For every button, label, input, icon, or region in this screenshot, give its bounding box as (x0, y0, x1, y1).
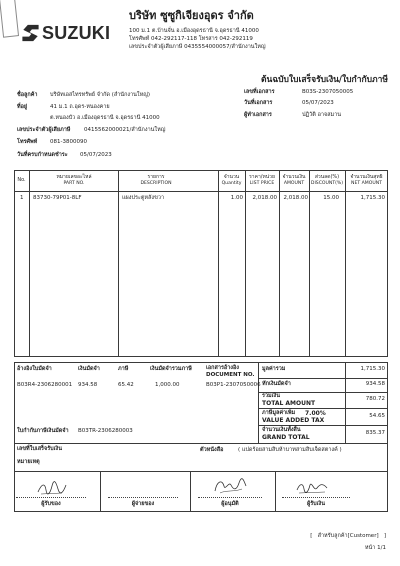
deposit-tax-value: 65.42 (118, 382, 134, 388)
customer-tax-label: เลขประจำตัวผู้เสียภาษี (17, 127, 71, 133)
receiver-signature (36, 480, 68, 496)
row-no: 1 (20, 195, 24, 201)
customer-tax-id: 0415562000021/สำนักงานใหญ่ (84, 127, 166, 133)
deposit-ref-value: B03R4-2306280001 (17, 382, 73, 388)
vat-label-en: VALUE ADDED TAX (262, 417, 325, 424)
summary-left-border (258, 362, 259, 443)
corner-stamp (0, 0, 19, 38)
customer-address-line2: ต.หนองบัว อ.เมืองอุดรธานี จ.อุดรธานี 41000 (50, 115, 160, 121)
deposit-tax-invoice-label: ใบกำกับภาษีเงินมัดจำ (17, 428, 69, 434)
deposit-incl-tax-header: เงินมัดจำรวมภาษี (150, 366, 192, 372)
deposit-value: 934.58 (78, 382, 98, 388)
total-label-th: รวมเงิน (262, 393, 280, 399)
summary-row-divider (258, 378, 388, 379)
row-part-no: 83730-79P01-8LF (33, 195, 82, 201)
ref-doc-header-th: เอกสารอ้างอิง (206, 365, 239, 371)
subtotal-label: มูลค่ารวม (262, 366, 286, 372)
row-amount: 2,018.00 (283, 195, 308, 201)
col-header-price-th: ราคา/หน่วย (249, 174, 275, 180)
col-header-qty-en: Quantity (221, 181, 242, 186)
col-header-price-en: LIST PRICE (249, 181, 275, 186)
amount-in-words-label: ตัวหนังสือ (200, 447, 224, 453)
vat-label-th: ภาษีมูลค่าเพิ่ม (262, 410, 296, 416)
row-discount: 15.00 (323, 195, 339, 201)
signature-divider (190, 471, 191, 512)
remarks-label: หมายเหตุ (17, 459, 40, 465)
row-description: แผงประตูหลังขวา (122, 195, 165, 201)
customer-name-label: ชื่อลูกค้า (17, 92, 38, 98)
section-divider (14, 443, 388, 444)
due-date: 05/07/2023 (80, 152, 112, 158)
company-name: บริษัท ซูซูกิเจียงอุดร จำกัด (129, 9, 254, 22)
doc-creator: ปฏิวัติ อาจสมาน (302, 112, 342, 118)
doc-no-label: เลขที่เอกสาร (244, 89, 275, 95)
deposit-ref-header: อ้างอิงใบมัดจำ (17, 366, 52, 372)
page-number: หน้า 1/1 (364, 545, 386, 551)
items-column-divider (29, 170, 30, 357)
col-header-part-en: PART NO. (63, 181, 85, 186)
ref-doc-header-en: DOCUMENT NO. (206, 372, 255, 378)
col-header-amount-th: จำนวนเงิน (282, 174, 306, 180)
customer-address-label: ที่อยู่ (17, 104, 28, 110)
summary-row-divider (258, 425, 388, 426)
summary-row-divider (258, 408, 388, 409)
col-header-net-en: NET AMOUNT (351, 181, 382, 186)
deposit-tax-invoice-no: B03TR-2306280003 (78, 428, 133, 434)
signature-line (282, 497, 350, 498)
col-header-qty-th: จำนวน (223, 174, 240, 180)
doc-creator-label: ผู้ทำเอกสาร (244, 112, 272, 118)
receipt-no-label: เลขที่ใบเสร็จรับเงิน (17, 446, 62, 452)
section-divider (14, 471, 388, 472)
vat-value: 54.65 (369, 413, 385, 419)
deposit-tax-header: ภาษี (118, 366, 129, 372)
col-header-discount-th: ส่วนลด(%) (314, 174, 340, 180)
copy-label: [ สำหรับลูกค้า[Customer] ] (310, 533, 386, 539)
deposit-deduct-value: 934.58 (365, 381, 385, 387)
col-header-part-th: หมายเลขอะไหล่ (56, 174, 92, 180)
signature-line (108, 497, 178, 498)
company-tax-id: เลขประจำตัวผู้เสียภาษี 0435554000057/สำนักงานใหญ่ (129, 44, 266, 50)
payee-signature (295, 480, 329, 496)
grand-total-label-en: GRAND TOTAL (262, 434, 310, 441)
deposit-deduct-label: หักเงินมัดจำ (262, 381, 291, 387)
items-column-divider (118, 170, 119, 357)
customer-name: บริษัทเอสไทรทรัพย์ จำกัด (สำนักงานใหญ่) (50, 92, 151, 98)
due-date-label: วันที่ครบกำหนดชำระ (17, 152, 68, 158)
document-title: ต้นฉบับใบเสร็จรับเงิน/ใบกำกับภาษี (260, 75, 388, 85)
total-value: 780.72 (365, 396, 385, 402)
col-header-discount-en: DISCOUNT(%) (310, 181, 344, 186)
deposit-incl-tax-value: 1,000.00 (155, 382, 180, 388)
customer-address-line1: 41 ม.1 ถ.อุดร-หนองคาย (50, 104, 110, 110)
ref-doc-value: B03P1-2307050006 (206, 382, 261, 388)
company-contact: โทรศัพท์ 042-292117-118 โทรสาร 042-292119 (129, 36, 253, 42)
grand-total-label-th: จำนวนเงินทั้งสิ้น (262, 427, 301, 433)
doc-date: 05/07/2023 (302, 100, 334, 106)
deposit-header: เงินมัดจำ (78, 366, 100, 372)
signature-divider (275, 471, 276, 512)
customer-phone-label: โทรศัพท์ (17, 139, 38, 145)
customer-phone: 081-3800090 (50, 139, 87, 145)
signature-label-approver: ผู้อนุมัติ (221, 501, 239, 507)
subtotal-value: 1,715.30 (360, 366, 385, 372)
logo-wordmark: SUZUKI (42, 23, 111, 43)
col-header-net-th: จำนวนเงินสุทธิ (350, 174, 383, 180)
col-header-amount-en: AMOUNT (283, 181, 305, 186)
col-header-desc-th: รายการ (147, 174, 165, 180)
signature-label-issuer: ผู้จ่ายของ (131, 501, 155, 507)
row-net-amount: 1,715.30 (360, 195, 385, 201)
signature-label-payee: ผู้รับเงิน (307, 501, 325, 507)
signature-line (16, 497, 86, 498)
total-label-en: TOTAL AMOUNT (262, 400, 316, 407)
signature-label-receiver: ผู้รับของ (41, 501, 61, 507)
col-header-desc-en: DESCRIPTION (140, 181, 172, 186)
doc-date-label: วันที่เอกสาร (244, 100, 273, 106)
amount-in-words: ( แปดร้อยสามสิบห้าบาทสามสิบเจ็ดสตางค์ ) (238, 447, 342, 453)
suzuki-s-logo-icon (21, 24, 40, 42)
row-list-price: 2,018.00 (252, 195, 277, 201)
row-quantity: 1.00 (230, 195, 243, 201)
signature-line (198, 497, 262, 498)
grand-total-value: 835.37 (365, 430, 385, 436)
company-address: 100 ม.1 ต.บ้านจั่น อ.เมืองอุดรธานี จ.อุดรธานี 41000 (129, 28, 259, 34)
approver-signature (212, 477, 248, 495)
doc-no: B03S-2307050005 (302, 89, 354, 95)
vat-rate: 7.00% (305, 410, 326, 417)
signature-divider (100, 471, 101, 512)
col-header-no: No. (17, 177, 26, 183)
items-header-divider (14, 191, 388, 192)
